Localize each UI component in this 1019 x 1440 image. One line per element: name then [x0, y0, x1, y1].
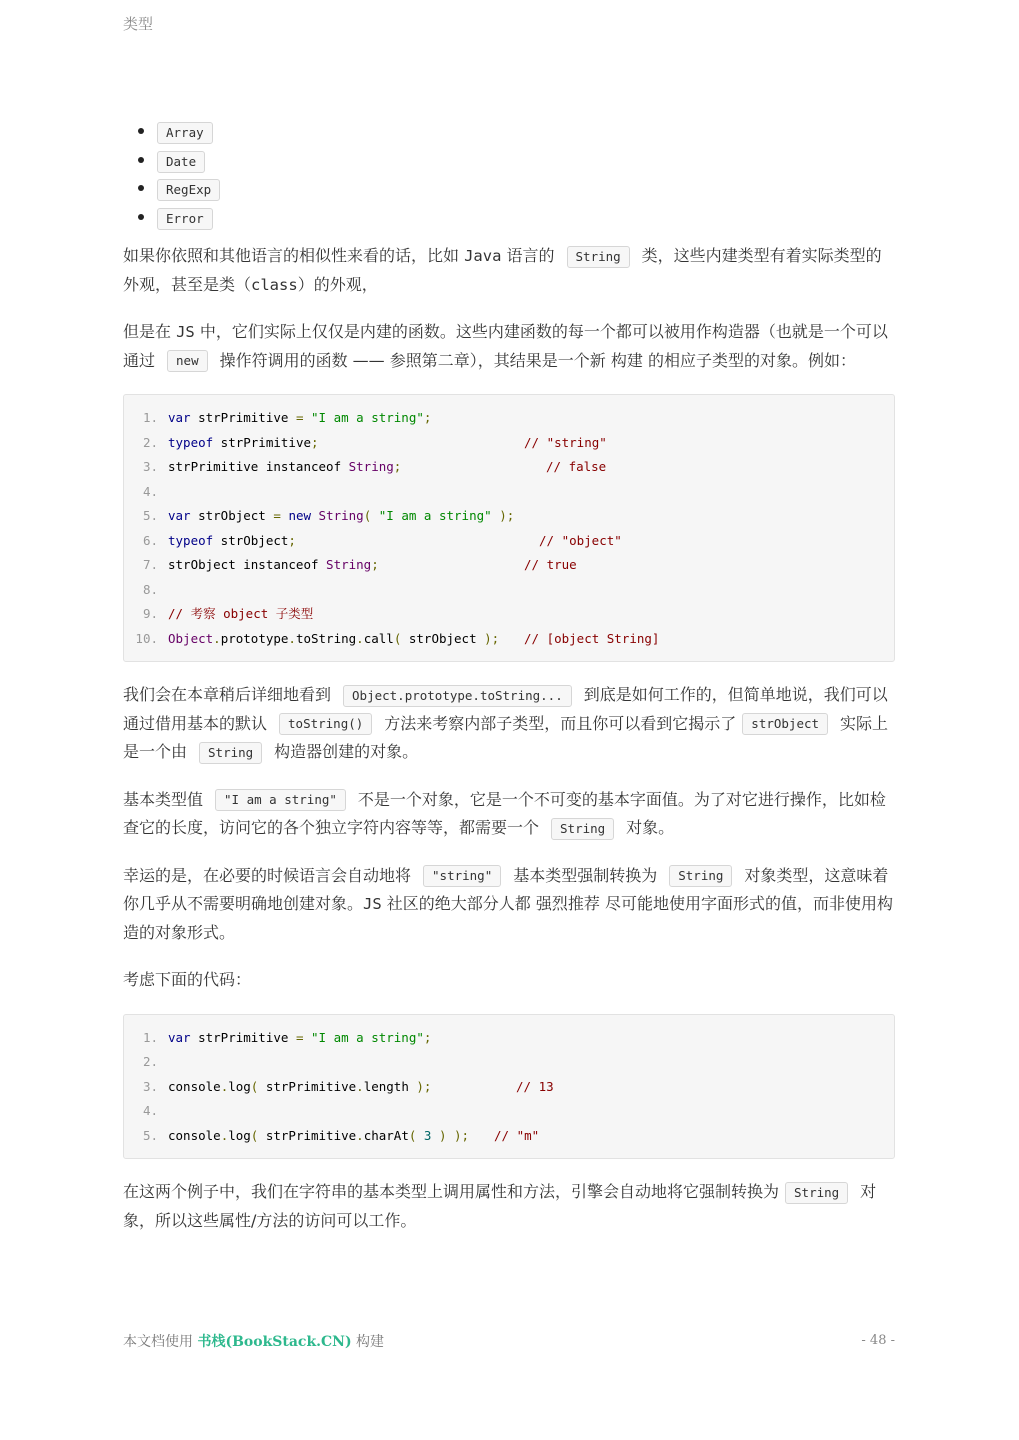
inline-code: String — [785, 1182, 848, 1204]
line-number: 1. — [142, 1029, 158, 1045]
text: 方法来考察内部子类型，而且你可以看到它揭示了 — [384, 713, 737, 733]
code-token: strObject — [213, 532, 289, 548]
code-token: ( — [250, 1078, 259, 1094]
text: 类，这些内建类型有着实际类型的外观，甚至是类（ — [123, 246, 882, 294]
code-comment: // 考察 object 子类型 — [168, 606, 314, 621]
code-token: Object — [168, 630, 214, 646]
code-line — [124, 455, 894, 480]
paragraph-primitive-value — [123, 786, 895, 843]
code-token: strPrimitive instanceof — [168, 459, 349, 474]
line-number: 5. — [142, 508, 158, 523]
code-token: 3 — [416, 1127, 439, 1143]
inline-code: Error — [157, 208, 213, 230]
code-block-1 — [123, 394, 895, 662]
text: 社区的绝大部分人都 强烈推荐 尽可能地使用字面形式的值，而非使用构造的对象形式。 — [123, 894, 893, 942]
line-number: 4. — [142, 483, 158, 499]
text: 对象，所以这些属性/方法的访问可以工作。 — [123, 1182, 877, 1230]
line-number: 5. — [142, 1127, 158, 1143]
code-token: ) ); — [438, 1127, 470, 1143]
code-token: String — [318, 508, 364, 523]
text: 幸运的是，在必要的时候语言会自动地将 — [123, 865, 412, 885]
inline-code: String — [669, 865, 732, 887]
text: ）的外观， — [297, 274, 378, 294]
code-token: var — [168, 1029, 191, 1045]
code-token: strPrimitive — [213, 434, 311, 450]
code-token: ); — [416, 1078, 432, 1094]
code-token: = — [295, 1029, 304, 1045]
code-line — [124, 553, 894, 578]
footer-prefix: 本文档使用 — [123, 1334, 198, 1350]
paragraph-consider-code — [123, 966, 895, 995]
code-token: typeof — [168, 434, 214, 450]
code-token: strObject instanceof — [168, 557, 327, 572]
code-token: console — [168, 1078, 221, 1094]
page-number: - 48 - — [861, 1333, 895, 1348]
text: JS — [363, 895, 382, 913]
code-token: ; — [311, 434, 319, 450]
code-line — [124, 480, 894, 505]
text: 基本类型强制转换为 — [513, 865, 658, 885]
inline-code: "string" — [423, 865, 501, 887]
code-line — [124, 1124, 894, 1149]
text: 中，它们实际上仅仅是内建的函数。这些内建函数的每一个都可以被用作构造器（也就是一个可以通过 — [123, 322, 888, 370]
code-token: strPrimitive — [190, 1029, 296, 1045]
line-number: 3. — [142, 1078, 158, 1094]
footer-suffix: 构建 — [351, 1334, 385, 1350]
line-number: 3. — [142, 459, 158, 474]
paragraph-summary — [123, 1178, 895, 1235]
code-token: var — [168, 410, 191, 425]
code-token: ; — [393, 459, 402, 474]
paragraph-coercion — [123, 862, 895, 948]
line-number: 8. — [142, 581, 158, 597]
text: 不是一个对象，它是一个不可变的基本字面值。为了对它进行操作，比如检查它的长度，访问它的各个独立字符内容等等，都需要一个 — [123, 789, 886, 837]
inline-code: "I am a string" — [215, 789, 346, 811]
code-line — [124, 1050, 894, 1075]
text: 构造器创建的对象。 — [274, 742, 419, 761]
code-token: new — [288, 508, 312, 523]
code-token: charAt — [363, 1127, 409, 1143]
code-token: log — [228, 1127, 251, 1143]
code-token: "I am a string" — [311, 410, 424, 425]
code-token: strPrimitive — [258, 1127, 357, 1143]
code-token: ( — [408, 1127, 417, 1143]
code-token: console — [168, 1127, 221, 1143]
code-comment: // true — [524, 557, 577, 572]
code-token: String — [326, 557, 372, 572]
code-token: ( — [393, 630, 402, 646]
code-comment: // "m" — [494, 1127, 540, 1143]
code-comment: // "string" — [524, 434, 607, 450]
inline-code: String — [551, 818, 614, 840]
code-token: ); — [499, 508, 515, 523]
code-token: ( — [250, 1127, 259, 1143]
code-token: ; — [423, 1029, 432, 1045]
code-comment: // "object" — [539, 532, 622, 548]
list-item — [141, 118, 895, 147]
code-token: String — [348, 459, 394, 474]
inline-code: Date — [157, 151, 205, 173]
code-token: length — [363, 1078, 417, 1094]
code-token: "I am a string" — [311, 1029, 424, 1045]
code-line — [124, 406, 894, 431]
inline-code: toString() — [279, 713, 372, 735]
code-line — [124, 1075, 894, 1100]
code-comment: // [object String] — [524, 630, 660, 646]
code-token: toString — [295, 630, 357, 646]
text: 基本类型值 — [123, 789, 204, 809]
code-token: ; — [288, 532, 296, 548]
code-token: . — [288, 630, 296, 646]
line-number: 9. — [142, 606, 158, 621]
line-number: 10. — [135, 630, 158, 646]
code-token: "I am a string" — [378, 508, 492, 523]
inline-code: String — [567, 246, 630, 268]
code-token: . — [220, 1127, 229, 1143]
list-item — [141, 204, 895, 233]
inline-code: RegExp — [157, 179, 220, 201]
code-token: log — [228, 1078, 251, 1094]
code-line — [124, 504, 894, 529]
inline-code: Array — [157, 122, 213, 144]
code-token: . — [356, 1078, 364, 1094]
list-item — [141, 147, 895, 176]
code-token: prototype — [220, 630, 289, 646]
code-token: ; — [371, 557, 379, 572]
code-token: var — [168, 508, 191, 523]
code-token: . — [220, 1078, 229, 1094]
text: 对象。 — [626, 818, 675, 837]
text: 对象类型，这意味着你几乎从不需要明确地创建对象。 — [123, 865, 889, 913]
code-token: = — [295, 410, 304, 425]
paragraph-builtin-appearance — [123, 242, 895, 299]
line-number: 4. — [142, 1103, 158, 1118]
text: 实际上是一个由 — [123, 713, 889, 761]
code-token: ( — [363, 508, 372, 523]
code-line — [124, 602, 894, 627]
code-comment: // 13 — [516, 1078, 554, 1094]
code-line — [124, 627, 894, 652]
text: 在这两个例子中，我们在字符串的基本类型上调用属性和方法，引擎会自动地将它强制转换为 — [123, 1182, 780, 1201]
page-header-title: 类型 — [123, 15, 154, 33]
inline-code: Object.prototype.toString... — [343, 685, 572, 707]
code-token: strObject — [190, 508, 274, 523]
code-token: call — [363, 630, 394, 646]
code-token: . — [356, 630, 364, 646]
code-token: ; — [423, 410, 432, 425]
text: 如果你依照和其他语言的相似性来看的话，比如 — [123, 246, 465, 265]
text: Java — [464, 247, 502, 265]
text: 我们会在本章稍后详细地看到 — [123, 685, 332, 704]
code-block-2 — [123, 1014, 895, 1160]
line-number: 2. — [142, 434, 158, 450]
footer-brand-link[interactable]: 书栈(BookStack.CN) — [197, 1334, 352, 1350]
footer-credit — [123, 1331, 384, 1351]
code-token: strPrimitive — [258, 1078, 357, 1094]
code-token: . — [356, 1127, 364, 1143]
code-token: strPrimitive — [190, 410, 296, 425]
code-line — [124, 1099, 894, 1124]
code-token: ); — [484, 630, 500, 646]
text: 到底是如何工作的，但简单地说，我们可以通过借用基本的默认 — [123, 685, 888, 733]
text: 操作符调用的函数 —— 参照第二章），其结果是一个新 构建 的相应子类型的对象。例如： — [219, 350, 856, 370]
code-token: strObject — [401, 630, 485, 646]
text: 但是在 — [123, 322, 177, 341]
text: class — [251, 275, 298, 294]
text: 考虑下面的代码： — [123, 970, 252, 989]
paragraph-builtin-functions — [123, 318, 895, 375]
line-number: 7. — [142, 557, 158, 572]
line-number: 1. — [142, 410, 158, 425]
list-item — [141, 175, 895, 204]
code-comment: // false — [546, 459, 607, 474]
text: 语言的 — [501, 246, 555, 265]
document-content — [123, 118, 895, 1235]
line-number: 2. — [142, 1054, 158, 1069]
line-number: 6. — [142, 532, 158, 548]
inline-code: String — [199, 742, 262, 764]
code-token: typeof — [168, 532, 214, 548]
code-line — [124, 529, 894, 554]
inline-code: strObject — [742, 713, 828, 735]
code-token: . — [213, 630, 221, 646]
text: JS — [176, 323, 195, 341]
code-line — [124, 578, 894, 603]
builtin-types-list — [123, 118, 895, 232]
paragraph-tostring-explanation — [123, 681, 895, 767]
code-line — [124, 431, 894, 456]
inline-code: new — [167, 350, 208, 372]
code-token: = — [273, 508, 281, 523]
code-line — [124, 1026, 894, 1051]
